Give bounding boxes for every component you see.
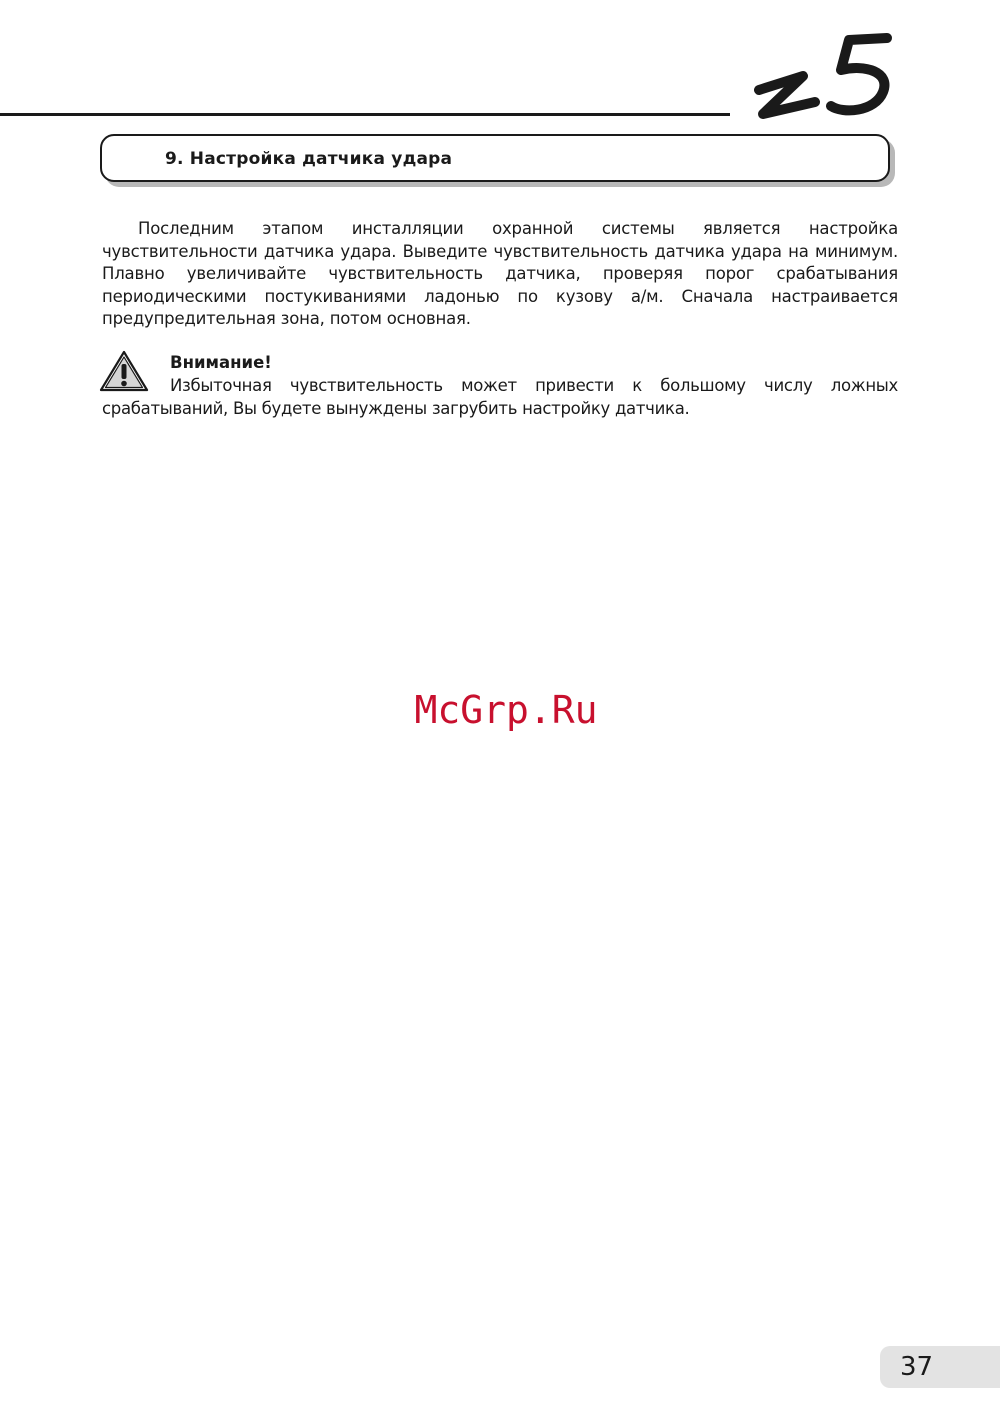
watermark-text: McGrp.Ru xyxy=(414,688,598,732)
brand-logo xyxy=(745,28,905,128)
page-number: 37 xyxy=(900,1352,934,1382)
page-number-box xyxy=(880,1346,1000,1388)
header-rule xyxy=(0,113,730,116)
warning-title: Внимание! xyxy=(170,353,272,372)
section-header xyxy=(100,134,890,182)
section-title: 9. Настройка датчика удара xyxy=(165,149,453,169)
body-paragraph: Последним этапом инсталляции охранной системы является настройка чувствительности датчика удара. Выведите чувствительность датчика удара на минимум. Плавно увеличивайте чувствительность датчика, проверяя порог срабатывания периодическими постукиваниями ладонью по кузову а/м. Сначала настраивается предупредительная зона, потом основная. xyxy=(102,219,898,328)
warning-text: Избыточная чувствительность может привести к большому числу ложных срабатываний, Вы будете вынуждены загрубить настройку датчика. xyxy=(102,376,898,418)
